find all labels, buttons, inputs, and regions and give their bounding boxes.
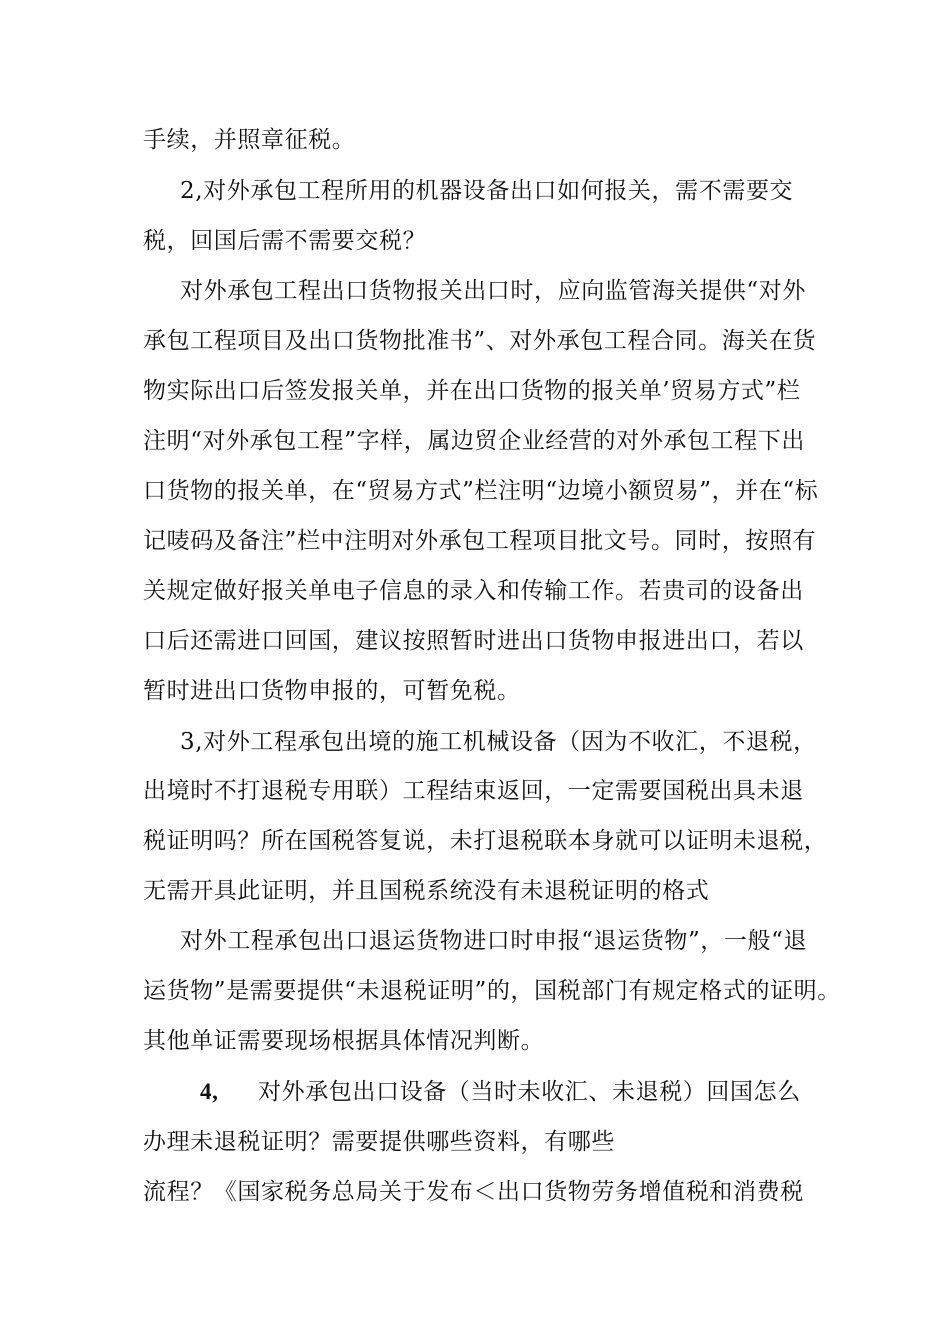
question-4-line: 流程？《国家税务总局关于发布＜出口货物劳务增值税和消费税 [143,1179,804,1205]
question-3-line: 3,对外工程承包出境的施工机械设备（因为不收汇，不退税， [180,729,817,755]
question-4-line: 对外承包出口设备（当时未收汇、未退税）回国怎么 [258,1079,801,1105]
answer-2-line: 暂时进出口货物申报的，可暂免税。 [143,678,521,704]
answer-2-line: 关规定做好报关单电子信息的录入和传输工作。若贵司的设备出 [143,578,804,604]
answer-2-line: 口货物的报关单，在“贸易方式”栏注明“边境小额贸易”，并在“标 [143,478,819,504]
answer-3-line: 其他单证需要现场根据具体情况判断。 [143,1028,545,1054]
answer-2-line: 记唛码及备注”栏中注明对外承包工程项目批文号。同时，按照有 [143,528,817,554]
question-3-line: 出境时不打退税专用联）工程结束返回，一定需要国税出具未退 [143,778,804,804]
answer-2-line: 口后还需进口回国，建议按照暂时进出口货物申报进出口，若以 [143,628,804,654]
question-3-line: 税证明吗？所在国税答复说，未打退税联本身就可以证明未退税， [143,828,828,854]
answer-2-line: 对外承包工程出口货物报关出口时，应向监管海关提供“对外 [180,278,806,304]
question-2-line: 2,对外承包工程所用的机器设备出口如何报关，需不需要交 [180,178,794,204]
question-4-number: 4, [200,1079,219,1104]
question-3-line: 无需开具此证明，并且国税系统没有未退税证明的格式 [143,878,710,904]
answer-3-line: 运货物”是需要提供“未退税证明”的，国税部门有规定格式的证明。 [143,978,841,1004]
question-2-line: 税，回国后需不需要交税？ [143,228,427,254]
question-4-line: 办理未退税证明？需要提供哪些资料，有哪些 [143,1129,615,1155]
answer-2-line: 承包工程项目及出口货物批准书”、对外承包工程合同。海关在货 [143,328,817,354]
paragraph-line: 手续，并照章征税。 [143,127,356,153]
answer-2-line: 物实际出口后签发报关单，并在出口货物的报关单’贸易方式”栏 [143,378,801,404]
answer-2-line: 注明“对外承包工程”字样，属边贸企业经营的对外承包工程下出 [143,428,805,454]
answer-3-line: 对外工程承包出口退运货物进口时申报“退运货物”，一般“退 [180,928,808,954]
